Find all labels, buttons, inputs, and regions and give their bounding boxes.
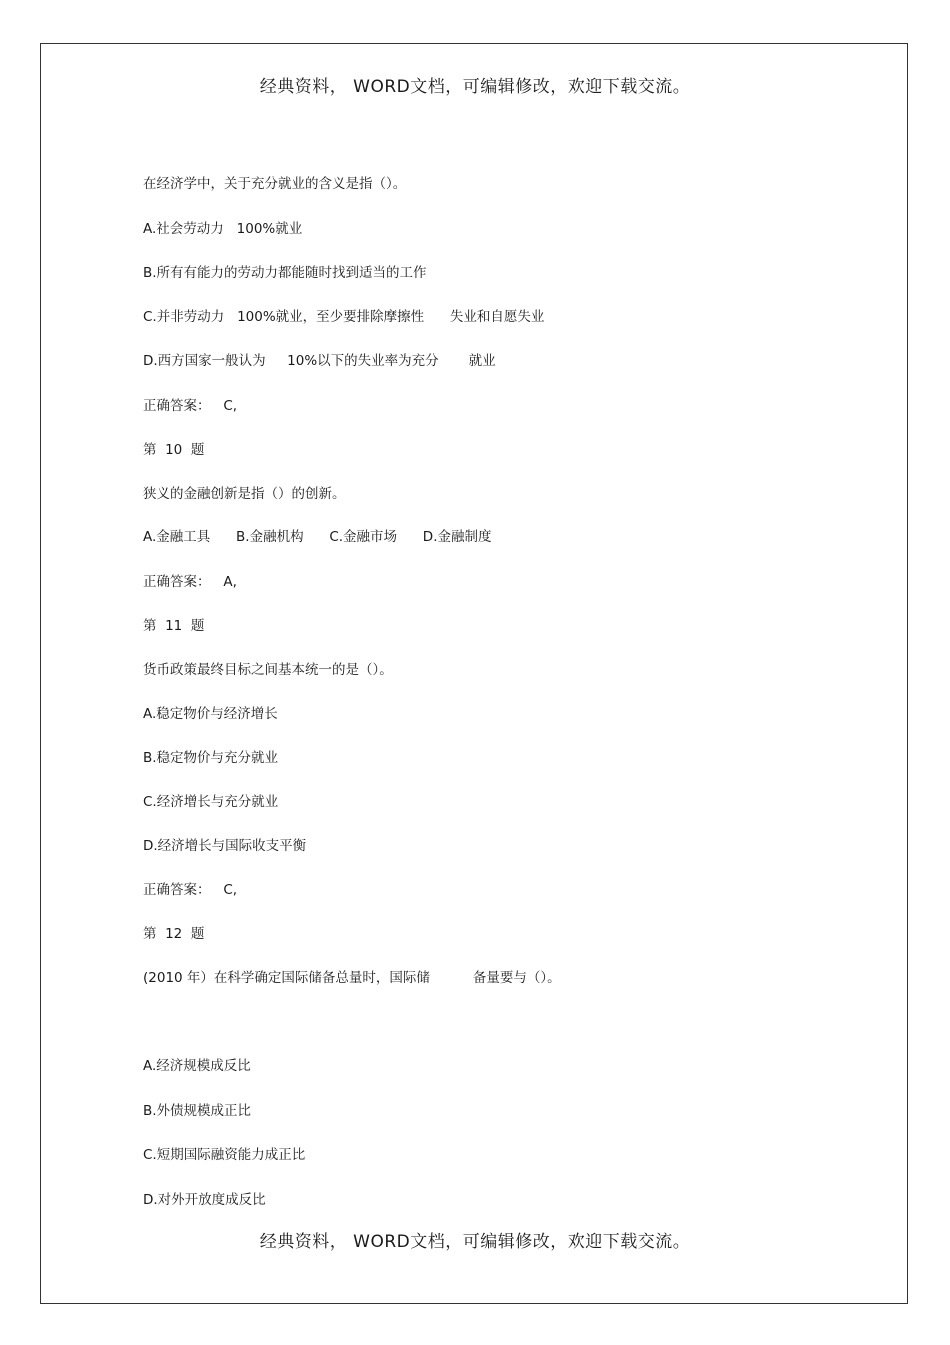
question-12-number: 第 12 题 <box>143 926 205 942</box>
question-9-option-b: B.所有有能力的劳动力都能随时找到适当的工作 <box>143 265 427 281</box>
question-11-number: 第 11 题 <box>143 618 205 634</box>
page-footer-banner: 经典资料， WORD文档，可编辑修改，欢迎下载交流。 <box>259 1232 691 1252</box>
question-12-option-c: C.短期国际融资能力成正比 <box>143 1147 306 1163</box>
question-11-stem: 货币政策最终目标之间基本统一的是（）。 <box>143 662 393 678</box>
question-10-options: A.金融工具 B.金融机构 C.金融市场 D.金融制度 <box>143 529 492 545</box>
question-12-option-b: B.外债规模成正比 <box>143 1103 252 1119</box>
question-11-answer: 正确答案： C, <box>143 882 238 898</box>
question-9-answer: 正确答案： C, <box>143 398 238 414</box>
question-12-option-a: A.经济规模成反比 <box>143 1058 251 1074</box>
question-9-option-a: A.社会劳动力 100%就业 <box>143 221 303 237</box>
question-10-answer: 正确答案： A, <box>143 574 237 590</box>
question-9-option-c: C.并非劳动力 100%就业，至少要排除摩擦性 失业和自愿失业 <box>143 309 545 325</box>
question-12-stem: (2010 年）在科学确定国际储备总量时，国际储 备量要与（）。 <box>143 970 561 986</box>
page-header-banner: 经典资料， WORD文档，可编辑修改，欢迎下载交流。 <box>259 77 691 97</box>
question-11-option-d: D.经济增长与国际收支平衡 <box>143 838 307 854</box>
question-11-option-a: A.稳定物价与经济增长 <box>143 706 278 722</box>
question-9-option-d: D.西方国家一般认为 10%以下的失业率为充分 就业 <box>143 353 496 369</box>
question-11-option-b: B.稳定物价与充分就业 <box>143 750 279 766</box>
question-12-option-d: D.对外开放度成反比 <box>143 1192 266 1208</box>
question-9-stem: 在经济学中，关于充分就业的含义是指（）。 <box>143 176 407 192</box>
question-10-number: 第 10 题 <box>143 442 205 458</box>
question-11-option-c: C.经济增长与充分就业 <box>143 794 279 810</box>
question-10-stem: 狭义的金融创新是指（）的创新。 <box>143 486 346 502</box>
